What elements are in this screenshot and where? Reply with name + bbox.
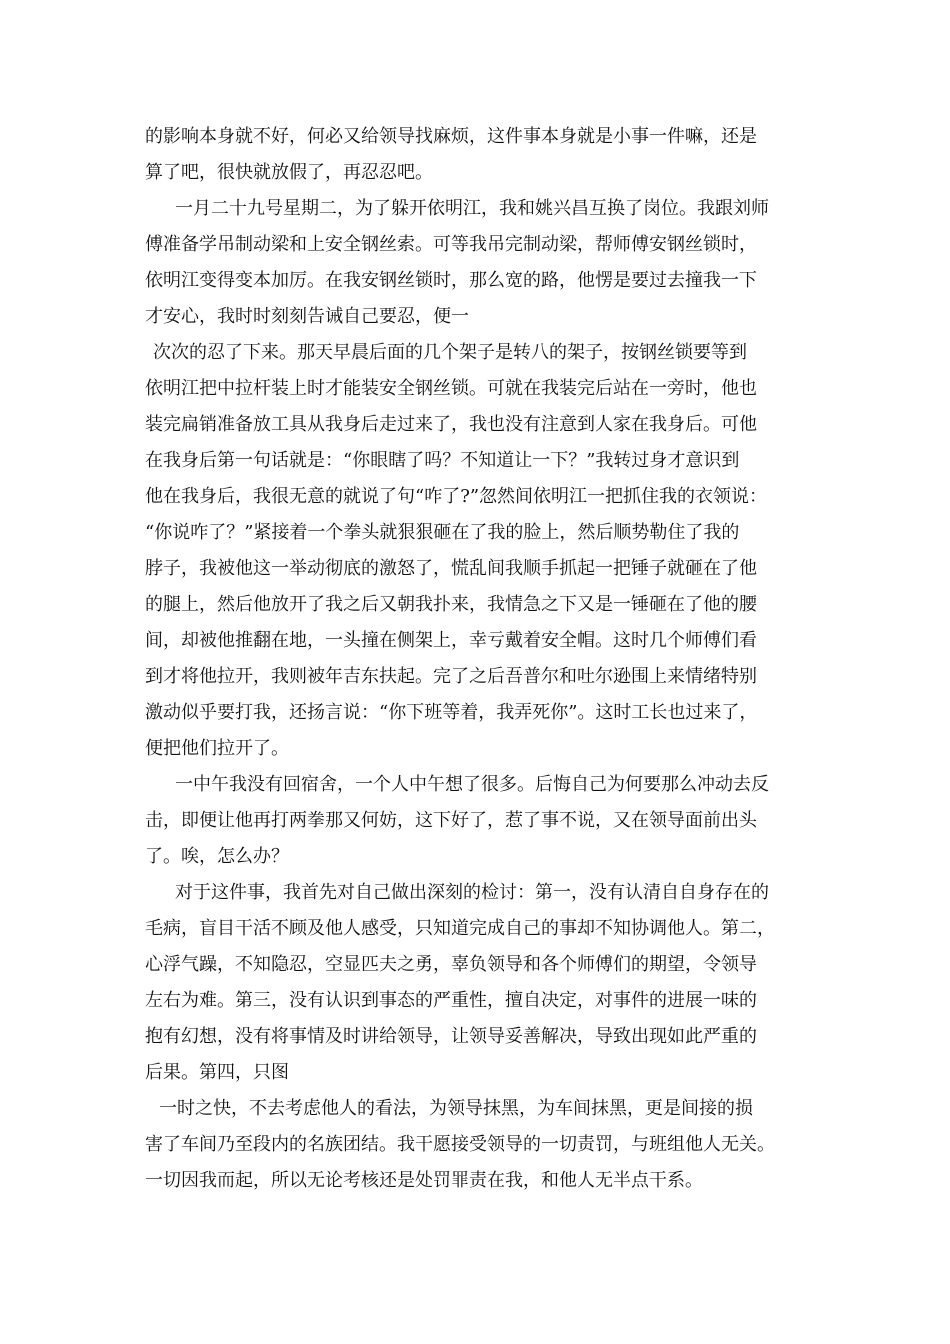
paragraph-start-line: 一月二十九号星期二，为了躲开依明江，我和姚兴昌互换了岗位。我跟刘师: [175, 198, 769, 219]
paragraph-start-line: 一中午我没有回宿舍，一个人中午想了很多。后悔自己为何要那么冲动去反: [175, 774, 769, 795]
text-line: 了。唉，怎么办？: [145, 846, 289, 867]
text-line: 依明江变得变本加厉。在我安钢丝锁时，那么宽的路，他愣是要过去撞我一下: [145, 270, 757, 291]
paragraph-start-line: 对于这件事，我首先对自己做出深刻的检讨：第一，没有认清自自身存在的: [175, 882, 769, 903]
text-line: 击，即便让他再打两拳那又何妨，这下好了，惹了事不说，又在领导面前出头: [145, 810, 757, 831]
text-line: 他在我身后，我很无意的就说了句“咋了?”忽然间依明江一把抓住我的衣领说：: [145, 486, 768, 507]
text-line: 一切因我而起，所以无论考核还是处罚罪责在我，和他人无半点干系。: [145, 1170, 703, 1191]
text-line: 间，却被他推翻在地，一头撞在侧架上，幸亏戴着安全帽。这时几个师傅们看: [145, 630, 757, 651]
text-line: 傅准备学吊制动梁和上安全钢丝索。可等我吊完制动梁，帮师傅安钢丝锁时，: [145, 234, 757, 255]
text-line: 毛病，盲目干活不顾及他人感受，只知道完成自己的事却不知协调他人。第二，: [145, 918, 775, 939]
text-line: 左右为难。第三，没有认识到事态的严重性，擅自决定，对事件的进展一味的: [145, 990, 757, 1011]
text-line: 后果。第四，只图: [145, 1062, 289, 1083]
text-line: “你说咋了？”紧接着一个拳头就狠狠砸在了我的脸上，然后顺势勒住了我的: [145, 522, 740, 543]
document-body: [145, 119, 825, 1199]
text-line: 便把他们拉开了。: [145, 738, 289, 759]
continuation-line: 一时之快，不去考虑他人的看法，为领导抹黑，为车间抹黑，更是间接的损: [159, 1098, 753, 1119]
text-line: 激动似乎要打我，还扬言说：“你下班等着，我弄死你”。这时工长也过来了，: [145, 702, 758, 723]
text-line: 抱有幻想，没有将事情及时讲给领导，让领导妥善解决，导致出现如此严重的: [145, 1026, 757, 1047]
text-line: 到才将他拉开，我则被年吉东扶起。完了之后吾普尔和吐尔逊围上来情绪特别: [145, 666, 757, 687]
text-line: 的影响本身就不好，何必又给领导找麻烦，这件事本身就是小事一件嘛，还是: [145, 126, 757, 147]
text-line: 心浮气躁，不知隐忍，空显匹夫之勇，辜负领导和各个师傅们的期望，令领导: [145, 954, 757, 975]
text-line: 依明江把中拉杆装上时才能装安全钢丝锁。可就在我装完后站在一旁时，他也: [145, 378, 757, 399]
continuation-line: 次次的忍了下来。那天早晨后面的几个架子是转八的架子，按钢丝锁要等到: [153, 342, 747, 363]
text-line: 才安心，我时时刻刻告诫自己要忍，便一: [145, 306, 469, 327]
text-line: 害了车间乃至段内的名族团结。我干愿接受领导的一切责罚，与班组他人无关。: [145, 1134, 775, 1155]
text-line: 在我身后第一句话就是：“你眼瞎了吗？不知道让一下？”我转过身才意识到: [145, 450, 740, 471]
text-line: 脖子，我被他这一举动彻底的激怒了，慌乱间我顺手抓起一把锤子就砸在了他: [145, 558, 757, 579]
text-line: 算了吧，很快就放假了，再忍忍吧。: [145, 162, 433, 183]
text-line: 的腿上，然后他放开了我之后又朝我扑来，我情急之下又是一锤砸在了他的腰: [145, 594, 757, 615]
text-line: 装完扁销准备放工具从我身后走过来了，我也没有注意到人家在我身后。可他: [145, 414, 757, 435]
